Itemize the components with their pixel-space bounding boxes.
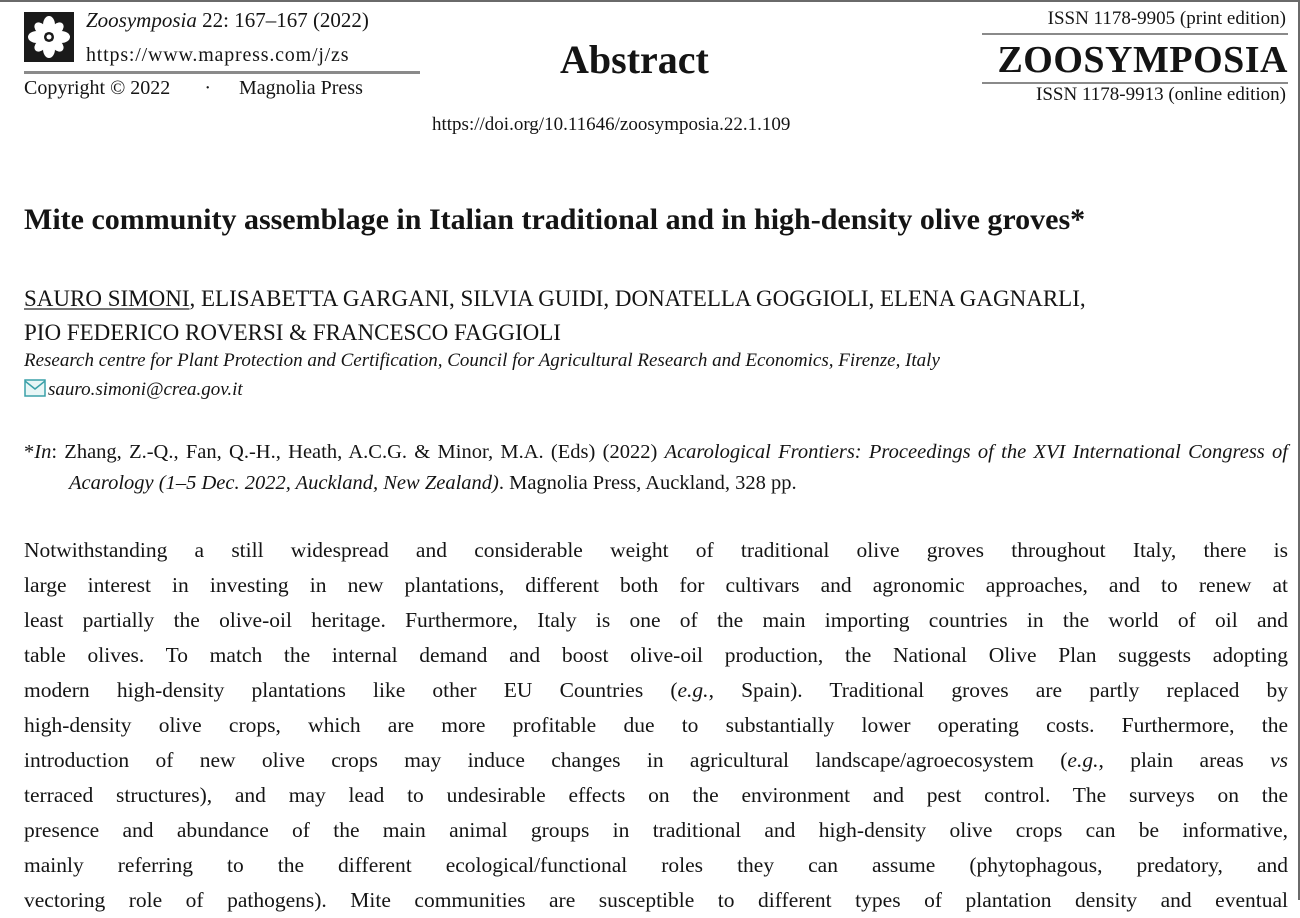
copyright-text: Copyright © 2022 [24,77,171,99]
body-line-9: presence and abundance of the main animal groups in traditional and high-density olive crops can be informative, [24,818,1288,842]
body-line-1: Notwithstanding a still widespread and considerable weight of traditional olive groves throughout Italy, there is [24,538,1288,562]
citation-marker: * [24,441,35,463]
body-line-10: mainly referring to the different ecological/functional roles they can assume (phytophagous, predatory, and [24,853,1288,877]
header-right-divider-top [982,33,1288,35]
citation-editors: : Zhang, Z.-Q., Fan, Q.-H., Heath, A.C.G. & Minor, M.A. (Eds) (2022) [51,441,665,463]
issn-print: ISSN 1178-9905 (print edition) [1047,8,1286,29]
body-line-6: high-density olive crops, which are more profitable due to substantially lower operating costs. Furthermore, the [24,713,1288,737]
citation-book-title: Acarological Frontiers: Proceedings of the XVI International Congress of Acarology (1–5 Dec. 2022, Auckland, New Zealand) [69,441,1289,494]
affiliation: Research centre for Plant Protection and Certification, Council for Agricultural Research and Economics, Firenze, Italy [24,350,940,371]
publisher-name: Magnolia Press [238,77,363,99]
body-line-7-a: introduction of new olive crops may induce changes in agricultural landscape/agroecosystem ( [24,748,1068,772]
separator-dot: · [204,77,211,99]
citation-in-label: In [34,441,52,463]
authors-line-2: PIO FEDERICO ROVERSI & FRANCESCO FAGGIOLI [24,320,561,345]
body-line-7 [24,743,1288,778]
body-line-5 [24,673,1288,708]
journal-citation [86,8,369,33]
body-line-7-eg: e.g. [1067,748,1099,772]
in-citation [24,437,1288,499]
author-list [24,282,1288,350]
doi-link[interactable]: https://doi.org/10.11646/zoosymposia.22.1.109 [432,114,791,135]
abstract-heading: Abstract [560,37,709,82]
authors-line-1: , ELISABETTA GARGANI, SILVIA GUIDI, DONATELLA GOGGIOLI, ELENA GAGNARLI, [189,286,1086,311]
issn-online: ISSN 1178-9913 (online edition) [1036,84,1286,105]
citation-publisher: . Magnolia Press, Auckland, 328 pp. [498,472,797,494]
body-line-7-b: , plain areas [1098,748,1271,772]
volume-pages: 22: 167–167 (2022) [196,8,369,32]
copyright-line [24,77,363,100]
body-line-11: vectoring role of pathogens). Mite communities are susceptible to different types of plantation density and eventual [24,888,1288,912]
email-link[interactable]: sauro.simoni@crea.gov.it [48,379,243,400]
article-title: Mite community assemblage in Italian traditional and in high-density olive groves* [24,203,1086,236]
body-line-5-b: , Spain). Traditional groves are partly replaced by [708,678,1288,702]
body-line-5-eg: e.g. [677,678,709,702]
body-line-2: large interest in investing in new plantations, different both for cultivars and agronomic approaches, and to renew at [24,573,1288,597]
journal-url-link[interactable]: https://www.mapress.com/j/zs [86,44,350,66]
body-line-5-a: modern high-density plantations like other EU Countries ( [24,678,678,702]
body-line-3: least partially the olive-oil heritage. Furthermore, Italy is one of the main importing countries in the world of oil and [24,608,1288,632]
magnolia-logo-icon [24,12,74,62]
body-line-7-vs: vs [1270,748,1288,772]
body-line-8: terraced structures), and may lead to undesirable effects on the environment and pest control. The surveys on the [24,783,1288,807]
email-icon [24,379,46,397]
journal-name: Zoosymposia [86,8,197,32]
header-left-divider [24,71,420,74]
email-row [24,379,243,401]
journal-wordmark: ZOOSYMPOSIA [997,39,1288,81]
abstract-body [24,533,1288,918]
corresponding-author: SAURO SIMONI [24,286,190,311]
body-line-4: table olives. To match the internal demand and boost olive-oil production, the National Olive Plan suggests adopting [24,643,1288,667]
